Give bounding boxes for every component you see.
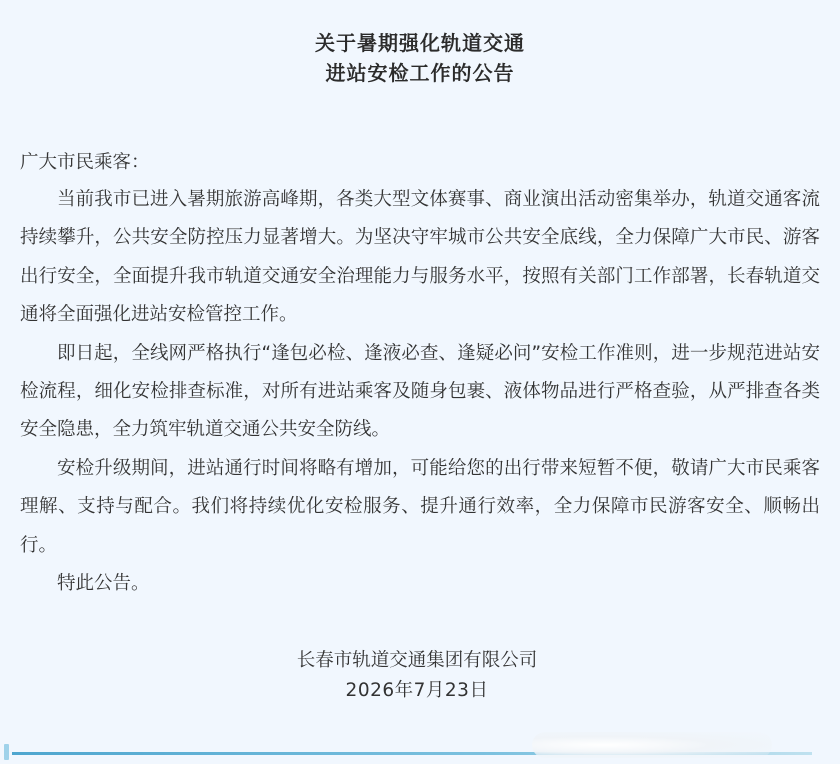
notice-title-line-1: 关于暑期强化轨道交通 <box>315 31 525 55</box>
closing-line: 特此公告。 <box>57 573 150 595</box>
footer-marker <box>4 744 9 760</box>
body-paragraph: 即日起，全线网严格执行“逢包必检、逢液必查、逢疑必问”安检工作准则，进一步规范进站安检流程，细化安检排查标准，对所有进站乘客及随身包裹、液体物品进行严格查验，从严排查各类安全隐患，全力筑牢轨道交通公共安全防线。 <box>20 342 820 441</box>
signature-date: 2026年7月23日 <box>345 680 489 701</box>
notice-body <box>20 181 820 603</box>
notice-title-line-2: 进站安检工作的公告 <box>325 61 515 85</box>
body-paragraph: 当前我市已进入暑期旅游高峰期，各类大型文体赛事、商业演出活动密集举办，轨道交通客流持续攀升，公共安全防控压力显著增大。为坚决守牢城市公共安全底线，全力保障广大市民、游客出行安全，全面提升我市轨道交通安全治理能力与服务水平，按照有关部门工作部署，长春轨道交通将全面强化进站安检管控工作。 <box>20 189 820 326</box>
footer-overlay <box>532 732 772 758</box>
signature-organization: 长春市轨道交通集团有限公司 <box>296 650 538 671</box>
greeting: 广大市民乘客： <box>20 152 150 173</box>
body-paragraph: 安检升级期间，进站通行时间将略有增加，可能给您的出行带来短暂不便，敬请广大市民乘客理解、支持与配合。我们将持续优化安检服务、提升通行效率，全力保障市民游客安全、顺畅出行。 <box>20 457 820 556</box>
